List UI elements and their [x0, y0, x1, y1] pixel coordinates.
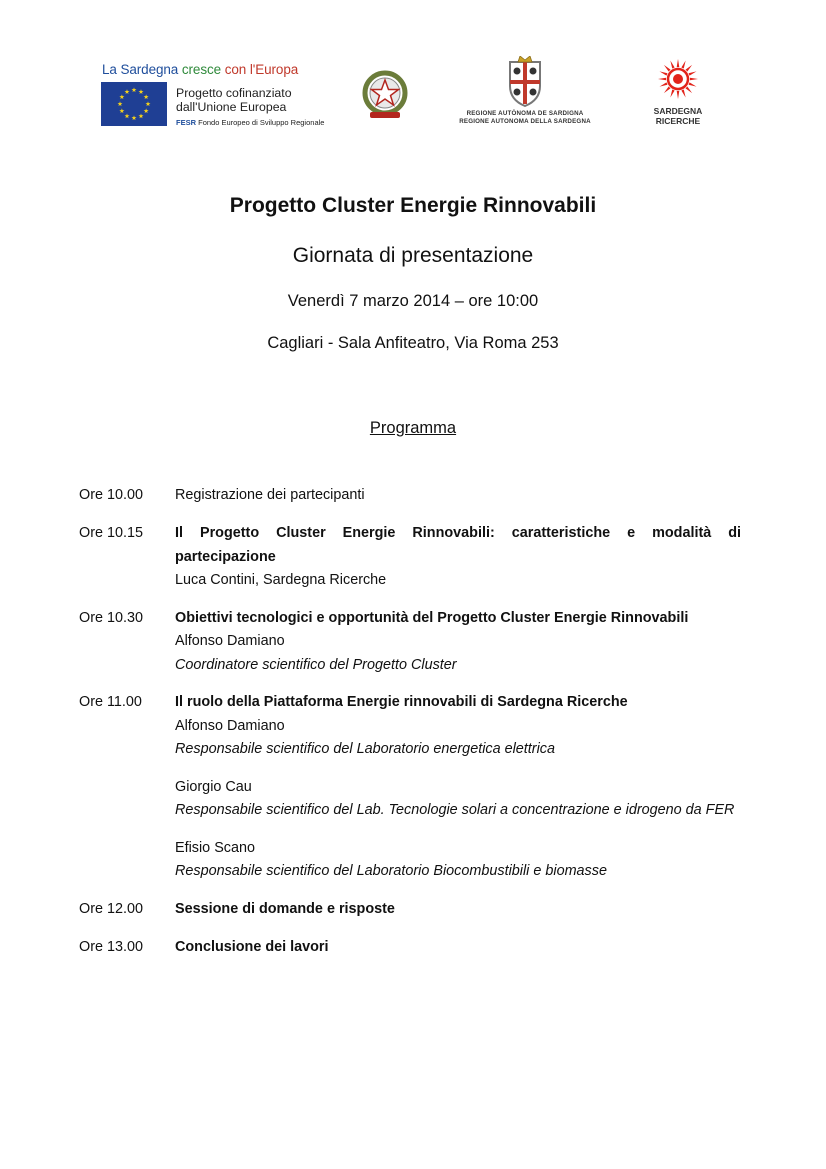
sun-ray-icon: [681, 61, 685, 69]
sun-ray-icon: [660, 71, 668, 75]
program-item-speaker-role: Responsabile scientifico del Lab. Tecnologie solari a concentrazione e idrogeno da FER: [175, 802, 735, 818]
sun-ray-icon: [689, 82, 697, 86]
eu-tagline: [102, 62, 298, 77]
program-item: [79, 936, 741, 960]
sun-ray-icon: [677, 59, 680, 67]
program-item: [79, 898, 741, 922]
eu-text-line2: dall'Unione Europea: [176, 100, 287, 114]
program-item-time: Ore 11.00: [79, 694, 142, 710]
program-item-title-line2: partecipazione: [175, 548, 276, 565]
sun-ray-icon: [686, 87, 693, 94]
italian-republic-emblem-icon: [360, 68, 410, 122]
sun-ray-icon: [670, 90, 674, 98]
program-item-time: Ore 10.00: [79, 487, 143, 503]
program-item-title: Registrazione dei partecipanti: [175, 487, 365, 503]
sun-ray-icon: [686, 65, 693, 72]
program-item-speaker: Giorgio Cau: [175, 778, 252, 795]
sardinia-region-logo: [455, 56, 595, 130]
program-item-title-line1: Il Progetto Cluster Energie Rinnovabili: caratteristiche e modalità di: [175, 525, 741, 541]
sun-ray-icon: [660, 82, 668, 86]
program-list: [79, 484, 741, 959]
program-item-speaker: Luca Contini, Sardegna Ricerche: [175, 572, 387, 588]
program-item-speaker: Alfonso Damiano: [175, 717, 285, 734]
eu-cofinancing-text: [176, 86, 292, 114]
program-item: [79, 522, 741, 593]
program-heading: Programma: [369, 419, 457, 437]
eu-flag-icon: [101, 82, 167, 126]
program-item-title: Conclusione dei lavori: [175, 938, 329, 955]
event-venue: Cagliari - Sala Anfiteatro, Via Roma 253: [267, 334, 559, 352]
program-item-speaker-role: Coordinatore scientifico del Progetto Cluster: [175, 656, 457, 673]
eu-cofinancing-logo: [100, 62, 335, 132]
sun-ray-icon: [664, 65, 671, 72]
sardegna-ricerche-logo: [640, 58, 716, 130]
sun-ray-icon: [681, 90, 685, 98]
program-item-speaker-role: Responsabile scientifico del Laboratorio energetica elettrica: [175, 741, 555, 757]
event-date: Venerdì 7 marzo 2014 – ore 10:00: [287, 292, 539, 310]
document-title: Progetto Cluster Energie Rinnovabili: [229, 194, 597, 217]
program-item-time: Ore 10.15: [79, 525, 143, 541]
sardinia-caption-line2: REGIONE AUTONOMA DELLA SARDEGNA: [459, 118, 591, 125]
eu-fesr-text: Fondo Europeo di Sviluppo Regionale: [198, 118, 325, 127]
sardinia-coat-of-arms-icon: [500, 56, 550, 108]
sardegna-ricerche-caption-line2: RICERCHE: [655, 116, 701, 126]
eu-tagline-part3: con l'Europa: [224, 62, 299, 77]
sun-ray-icon: [690, 78, 698, 81]
eu-tagline-part2: cresce: [181, 62, 222, 77]
program-item-time: Ore 13.00: [79, 938, 143, 955]
program-item-speaker-role: Responsabile scientifico del Laboratorio Biocombustibili e biomasse: [175, 863, 607, 879]
sardinia-caption-line1: REGIONE AUTÒNOMA DE SARDIGNA: [466, 110, 584, 117]
program-item-time: Ore 12.00: [79, 900, 143, 917]
program-item: [79, 484, 741, 508]
sun-ray-icon: [670, 61, 674, 69]
sun-ray-icon: [658, 78, 666, 81]
sun-ray-icon: [689, 71, 697, 75]
program-item-speaker: Alfonso Damiano: [175, 633, 285, 649]
sun-logo-icon: [657, 58, 699, 100]
eu-fesr-line: [176, 118, 324, 127]
program-item-title: Il ruolo della Piattaforma Energie rinnovabili di Sardegna Ricerche: [175, 694, 628, 710]
program-item-title: Obiettivi tecnologici e opportunità del Progetto Cluster Energie Rinnovabili: [175, 609, 689, 626]
sun-ray-icon: [664, 87, 671, 94]
eu-fesr-abbr: FESR: [176, 118, 197, 127]
program-item-speaker: Efisio Scano: [175, 839, 255, 856]
document-subtitle: Giornata di presentazione: [292, 244, 534, 267]
program-item-title: Sessione di domande e risposte: [175, 900, 395, 917]
sun-ray-icon: [677, 91, 680, 99]
eu-tagline-part1: La Sardegna: [102, 62, 179, 77]
eu-text-line1: Progetto cofinanziato: [176, 86, 292, 100]
logo-strip: [0, 56, 826, 136]
program-item: [79, 607, 741, 678]
sardegna-ricerche-caption-line1: SARDEGNA: [653, 106, 703, 116]
program-item: [79, 691, 741, 884]
program-item-time: Ore 10.30: [79, 609, 143, 626]
